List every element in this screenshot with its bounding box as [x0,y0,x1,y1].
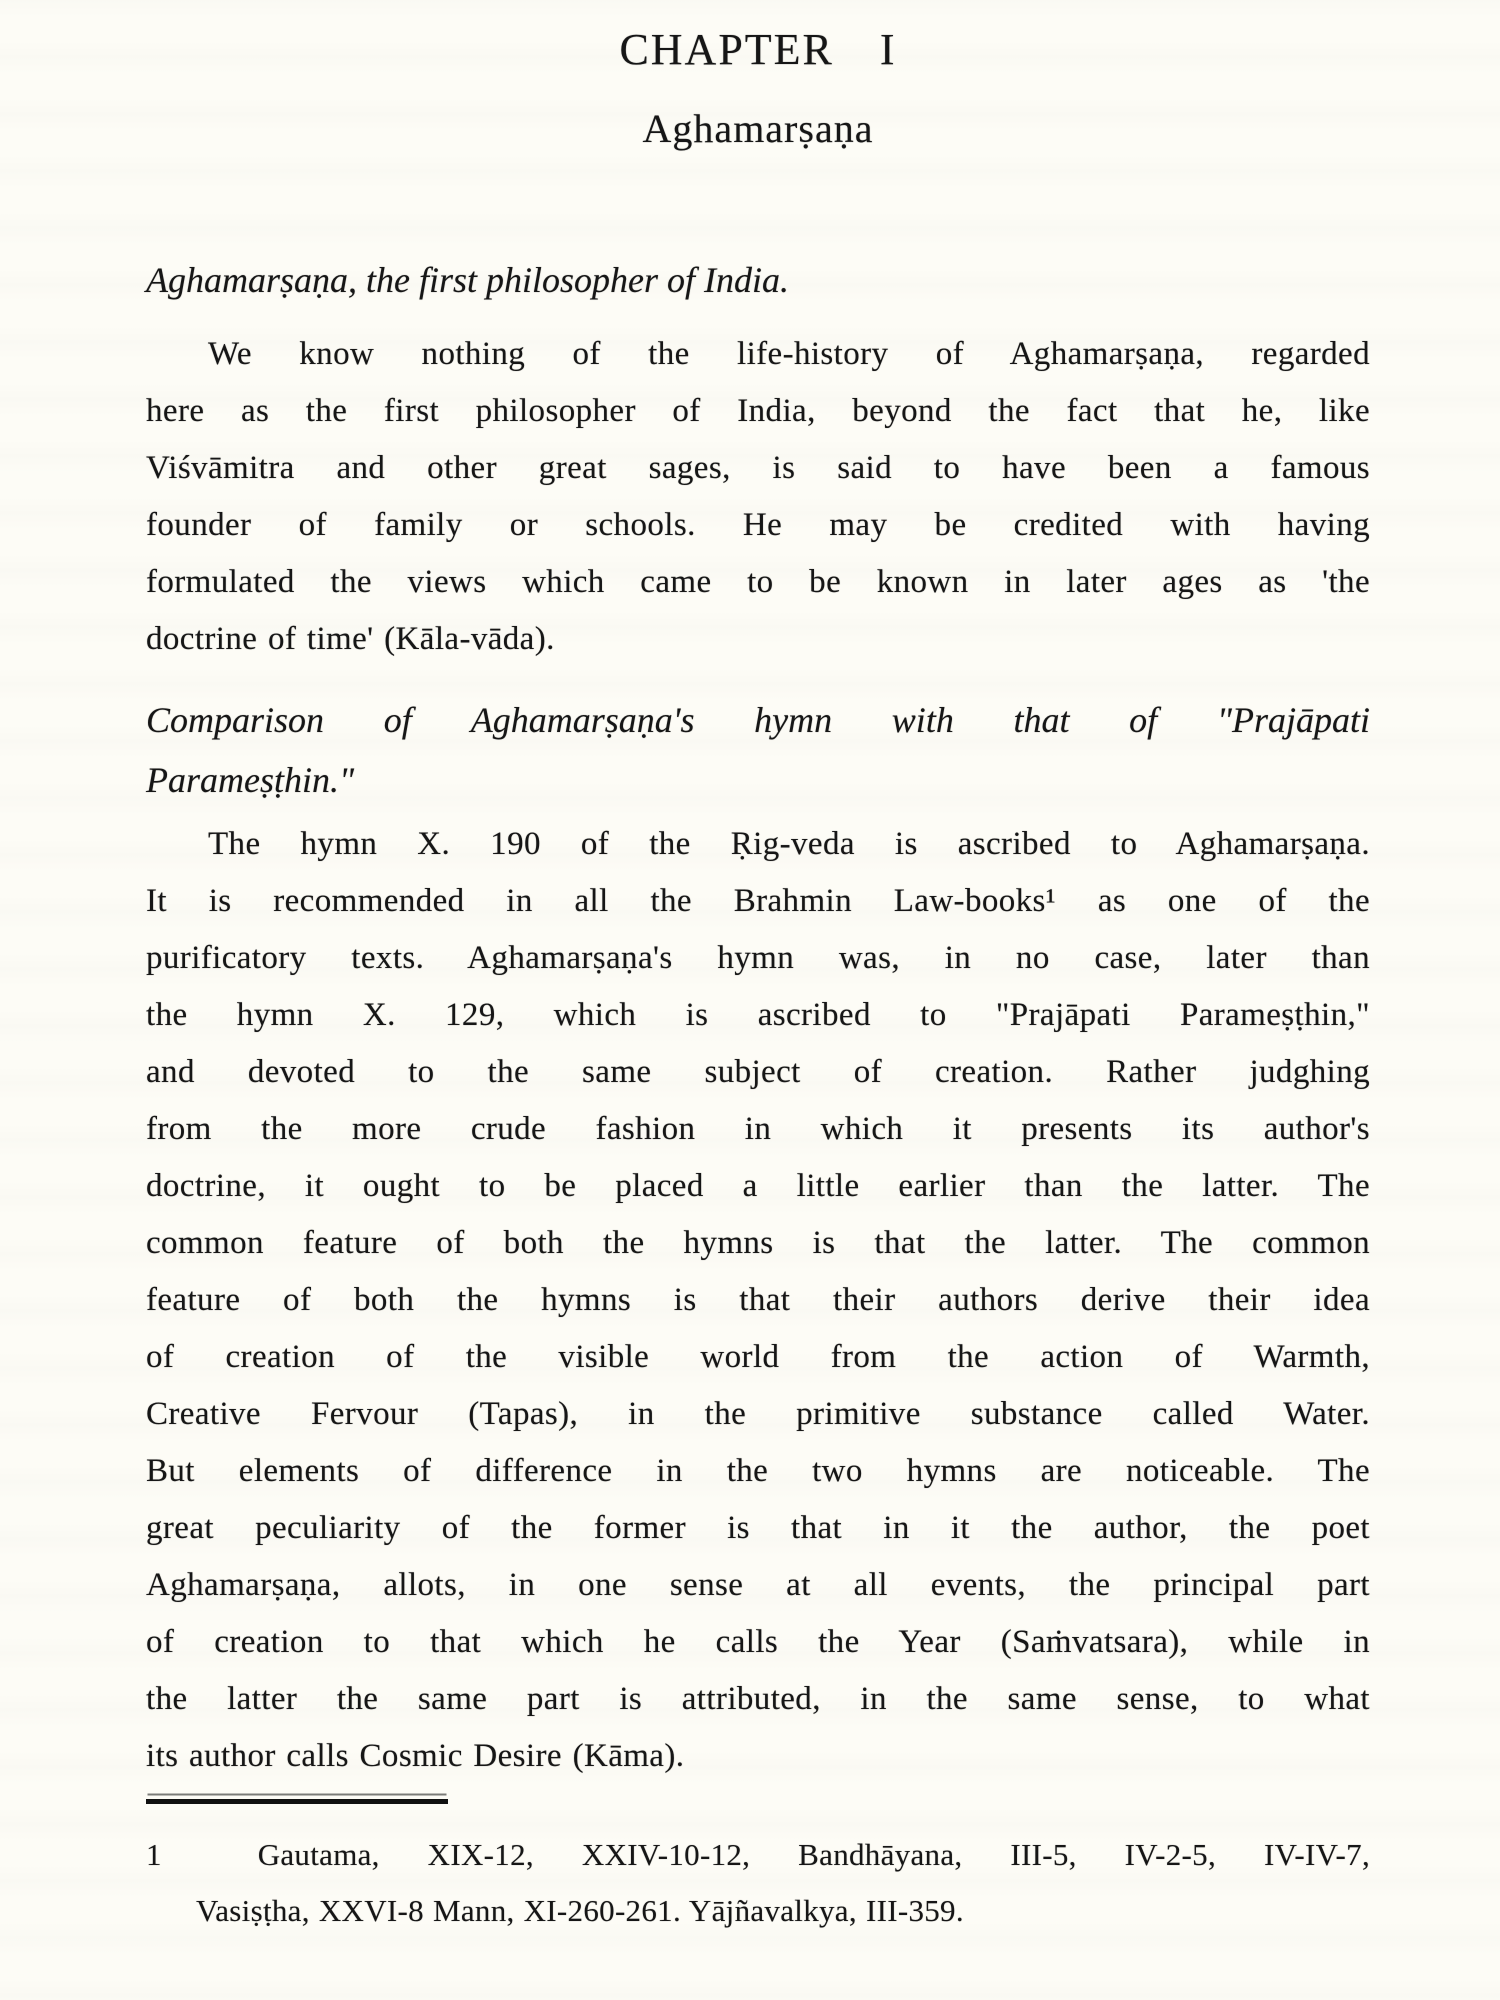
text-line: doctrine of time' (Kāla-vāda). [146,621,555,657]
paragraph-1 [146,326,1370,668]
text-line: feature of both the hymns is that their authors derive their idea [146,1282,1370,1318]
text-line: Vasiṣṭha, XXVI-8 Mann, XI-260-261. Yājñavalkya, III-359. [196,1893,964,1928]
chapter-title: Aghamarṣaṇa [642,106,874,151]
text-line: But elements of difference in the two hymns are noticeable. The [146,1453,1370,1489]
text-line: of creation of the visible world from the action of Warmth, [146,1339,1370,1375]
section-heading-1 [146,250,1370,310]
text-line: Viśvāmitra and other great sages, is said to have been a famous [146,450,1370,486]
text-line: Parameṣṭhin." [146,760,355,800]
text-line: and devoted to the same subject of creation. Rather judghing [146,1054,1370,1090]
text-line: doctrine, it ought to be placed a little earlier than the latter. The [146,1168,1370,1204]
text-line: Aghamarṣaṇa, the first philosopher of India. [146,260,790,300]
footnote-rule [146,1799,448,1804]
text-line: here as the first philosopher of India, beyond the fact that he, like [146,393,1370,429]
text-line: its author calls Cosmic Desire (Kāma). [146,1738,685,1774]
text-line: common feature of both the hymns is that the latter. The common [146,1225,1370,1261]
text-line: founder of family or schools. He may be credited with having [146,507,1370,543]
text-line: 1 Gautama, XIX-12, XXIV-10-12, Bandhāyana, III-5, IV-2-5, IV-IV-7, [146,1837,1370,1872]
chapter-heading: CHAPTER I [619,25,897,74]
text-line: We know nothing of the life-history of Aghamarṣaṇa, regarded [208,336,1370,372]
text-line: great peculiarity of the former is that in it the author, the poet [146,1510,1370,1546]
text-line: The hymn X. 190 of the Ṛig-veda is ascribed to Aghamarṣaṇa. [208,826,1370,862]
text-line: Creative Fervour (Tapas), in the primitive substance called Water. [146,1396,1370,1432]
text-line: the latter the same part is attributed, in the same sense, to what [146,1681,1370,1717]
text-line: It is recommended in all the Brahmin Law-books¹ as one of the [146,883,1370,919]
text-line: purificatory texts. Aghamarṣaṇa's hymn was, in no case, later than [146,940,1370,976]
text-line: Aghamarṣaṇa, allots, in one sense at all events, the principal part [146,1567,1370,1603]
footnote [146,1827,1370,1939]
text-line: from the more crude fashion in which it presents its author's [146,1111,1370,1147]
paragraph-2 [146,816,1370,1785]
text-line: the hymn X. 129, which is ascribed to "Prajāpati Parameṣṭhin," [146,997,1370,1033]
text-line: Comparison of Aghamarṣaṇa's hymn with that of "Prajāpati [146,700,1370,740]
text-line: formulated the views which came to be known in later ages as 'the [146,564,1370,600]
section-heading-2 [146,690,1370,810]
text-line: of creation to that which he calls the Year (Saṁvatsara), while in [146,1624,1370,1660]
